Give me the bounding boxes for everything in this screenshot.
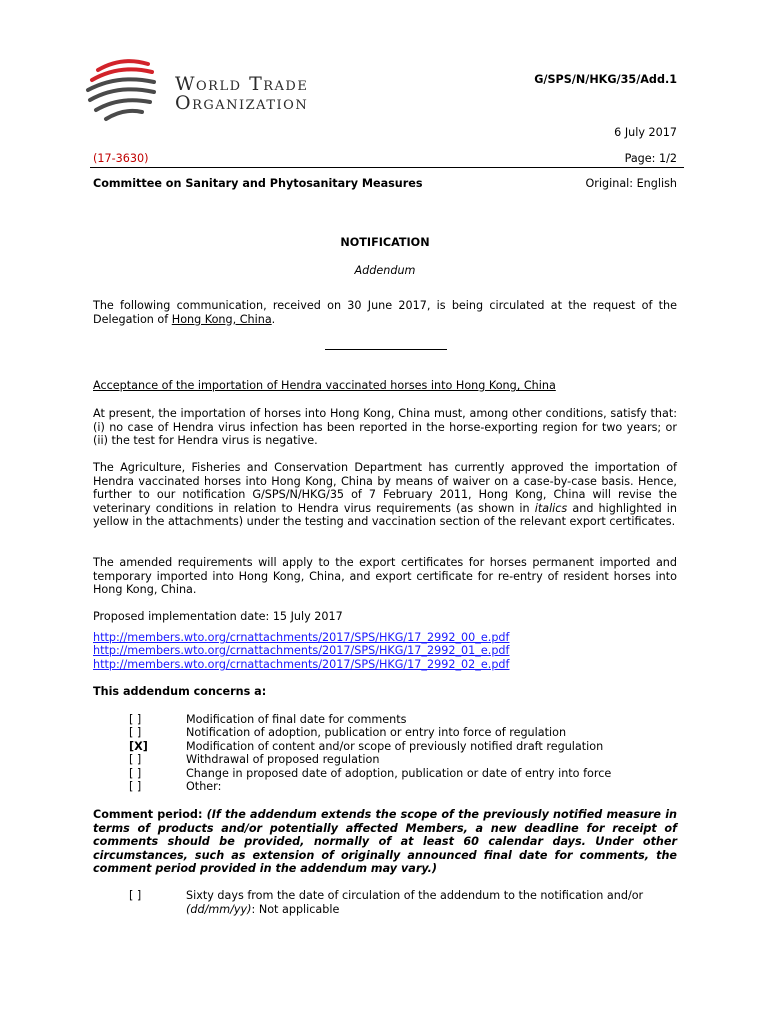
concern-label: Other: bbox=[186, 780, 222, 793]
italics-word: italics bbox=[534, 501, 568, 515]
page-number: Page: 1/2 bbox=[624, 152, 677, 165]
logo-line-2: Organization bbox=[175, 92, 309, 114]
comment-period bbox=[93, 808, 677, 876]
concern-label: Modification of content and/or scope of previously notified draft regulation bbox=[186, 740, 604, 753]
checkbox: [ ] bbox=[129, 753, 142, 766]
concern-item bbox=[93, 740, 683, 754]
header-divider bbox=[90, 167, 684, 168]
checkbox: [ ] bbox=[129, 889, 142, 902]
concern-label: Notification of adoption, publication or entry into force of regulation bbox=[186, 726, 567, 739]
checkbox: [ ] bbox=[129, 713, 142, 726]
checkbox-checked: [X] bbox=[129, 740, 148, 753]
concern-label: Change in proposed date of adoption, publication or date of entry into force bbox=[186, 767, 612, 780]
section-heading: Acceptance of the importation of Hendra vaccinated horses into Hong Kong, China bbox=[93, 379, 556, 392]
implementation-date: Proposed implementation date: 15 July 2017 bbox=[93, 610, 343, 623]
comment-option-main: Sixty days from the date of circulation of the addendum to the notification and/or bbox=[186, 889, 644, 902]
document-symbol: G/SPS/N/HKG/35/Add.1 bbox=[534, 73, 677, 86]
comment-period-label: Comment period: bbox=[93, 808, 203, 821]
logo-line-1: World Trade bbox=[175, 73, 309, 95]
document-date: 6 July 2017 bbox=[614, 126, 677, 139]
comment-option bbox=[93, 889, 683, 917]
attachment-link-1[interactable]: http://members.wto.org/crnattachments/2017/SPS/HKG/17_2992_00_e.pdf bbox=[93, 631, 510, 644]
checkbox: [ ] bbox=[129, 726, 142, 739]
comment-option-text bbox=[186, 889, 677, 916]
notification-title: NOTIFICATION bbox=[340, 236, 430, 249]
concern-label: Withdrawal of proposed regulation bbox=[186, 753, 380, 766]
intro-text: The following communication, received on 30 June 2017, is being circulated at the request of the Delegation of bbox=[93, 299, 677, 326]
notification-subtitle: Addendum bbox=[354, 264, 416, 277]
section-divider bbox=[325, 349, 447, 350]
document-reference: (17-3630) bbox=[93, 152, 149, 165]
paragraph-2 bbox=[93, 461, 677, 529]
member-name: Hong Kong, China bbox=[171, 312, 272, 326]
concern-item bbox=[93, 767, 683, 781]
checkbox: [ ] bbox=[129, 767, 142, 780]
paragraph-3: The amended requirements will apply to the export certificates for horses permanent imported and temporary imported into Hong Kong, China, and export certificate for re-entry of resident horses into Hong Kong, China. bbox=[93, 556, 677, 597]
attachment-link-2[interactable]: http://members.wto.org/crnattachments/2017/SPS/HKG/17_2992_01_e.pdf bbox=[93, 644, 510, 657]
date-format: (dd/mm/yy) bbox=[186, 902, 252, 916]
comment-period-note: (If the addendum extends the scope of the previously notified measure in terms of products and/or potentially affected Members, a new deadline for receipt of comments should be provided, normally of at least 60 calendar days. Under other circumstances, such as extension of originally announced final date for comments, the comment period provided in the addendum may vary.) bbox=[93, 808, 677, 876]
concern-label: Modification of final date for comments bbox=[186, 713, 407, 726]
concern-item bbox=[93, 780, 683, 794]
paragraph-1: At present, the importation of horses into Hong Kong, China must, among other conditions, satisfy that: (i) no case of Hendra virus infection has been reported in the horse-exporting region for two years; or (ii) the test for Hendra virus is negative. bbox=[93, 407, 677, 448]
paragraph-2-end: and highlighted in yellow in the attachments) under the testing and vaccination section of the relevant export certificates. bbox=[93, 501, 677, 529]
paragraph-2-text: The Agriculture, Fisheries and Conservation Department has currently approved the importation of Hendra vaccinated horses into Hong Kong, China by means of waiver on a case-by-case basis. Hence, further to our notification G/SPS/N/HKG/35 of 7 February 2011, Hong Kong, China will revise the veterinary conditions in relation to Hendra virus requirements (as shown in bbox=[93, 461, 677, 515]
committee-name: Committee on Sanitary and Phytosanitary Measures bbox=[93, 177, 423, 190]
intro-paragraph bbox=[93, 299, 677, 326]
attachment-link-3[interactable]: http://members.wto.org/crnattachments/2017/SPS/HKG/17_2992_02_e.pdf bbox=[93, 658, 510, 671]
original-language: Original: English bbox=[585, 177, 677, 190]
concerns-heading: This addendum concerns a: bbox=[93, 685, 267, 698]
comment-option-value: : Not applicable bbox=[251, 902, 340, 916]
concern-item bbox=[93, 753, 683, 767]
checkbox: [ ] bbox=[129, 780, 142, 793]
wto-logo-icon bbox=[84, 56, 164, 126]
concern-item bbox=[93, 726, 683, 740]
concern-item bbox=[93, 713, 683, 727]
intro-end: . bbox=[271, 312, 276, 326]
